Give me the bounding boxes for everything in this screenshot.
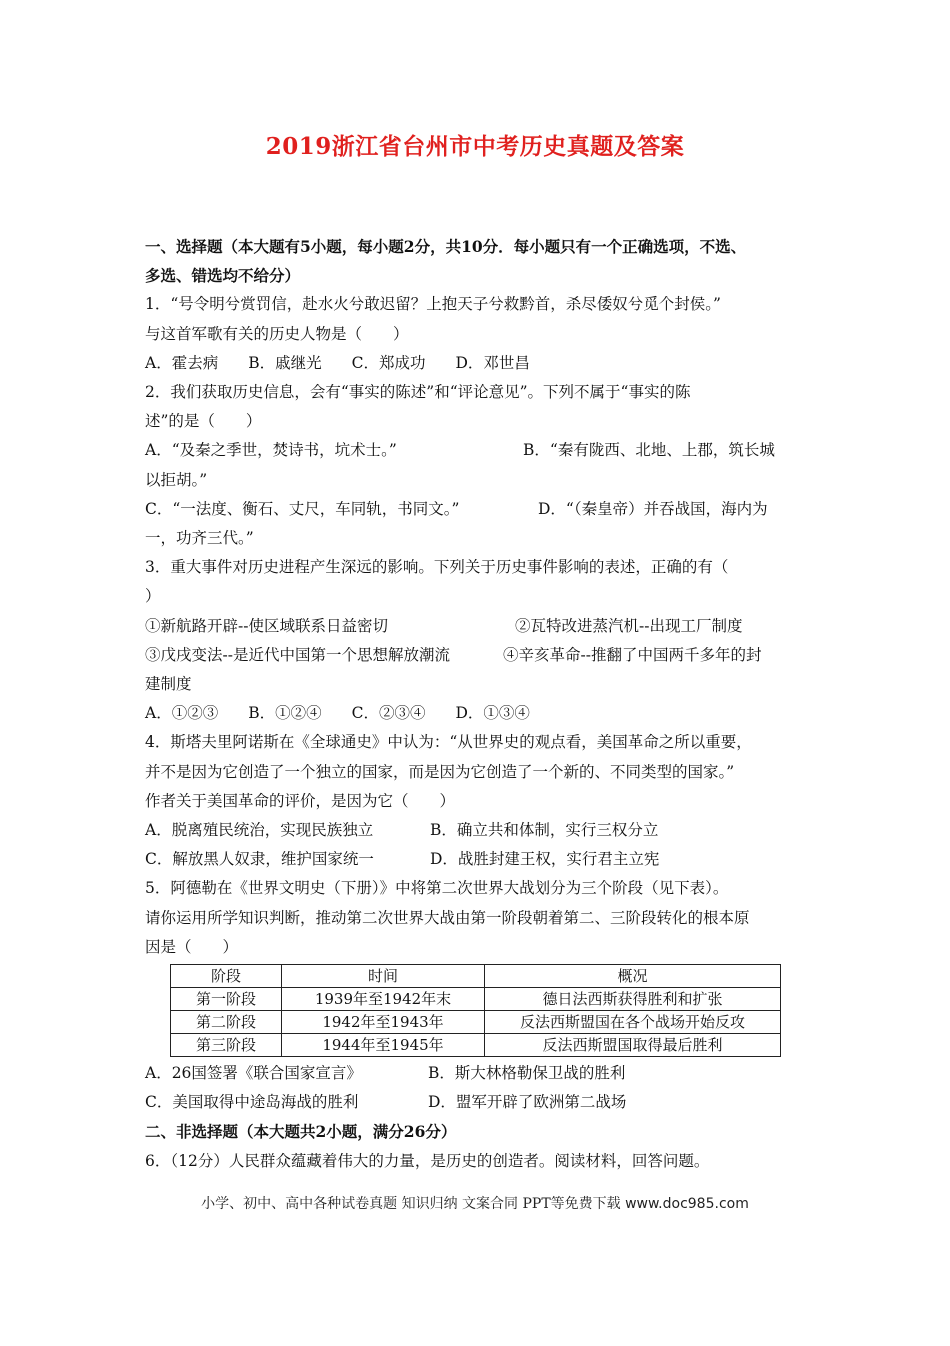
q4-stem-cont2: 作者关于美国革命的评价，是因为它（ ） xyxy=(145,791,456,810)
table-row xyxy=(171,1034,781,1057)
q4-option-c: C．解放黑人奴隶，维护国家统一 xyxy=(145,850,374,869)
q2-stem: 2．我们获取历史信息，会有“事实的陈述”和“评论意见”。下列不属于“事实的陈 xyxy=(145,383,691,402)
q3-option-b: B．①②④ xyxy=(248,704,322,723)
q1-options xyxy=(145,349,825,378)
table-cell: 1939年至1942年末 xyxy=(282,988,485,1011)
q3-option-c: C．②③④ xyxy=(351,704,426,723)
q5-stem: 5．阿德勒在《世界文明史（下册）》中将第二次世界大战划分为三个阶段（见下表）。 xyxy=(145,879,729,898)
table-cell: 反法西斯盟国取得最后胜利 xyxy=(485,1034,781,1057)
section2-heading: 二、非选择题（本大题共2小题，满分26分） xyxy=(145,1122,457,1142)
q4-stem: 4．斯塔夫里阿诺斯在《全球通史》中认为：“从世界史的观点看，美国革命之所以重要， xyxy=(145,733,752,752)
q5-option-a: A．26国签署《联合国家宣言》 xyxy=(145,1064,362,1083)
q3-statement-4-cont: 建制度 xyxy=(145,675,192,694)
q4-option-d: D．战胜封建王权，实行君主立宪 xyxy=(430,850,660,869)
exam-content xyxy=(145,232,825,1176)
q3-statement-1: ①新航路开辟--使区域联系日益密切 xyxy=(145,616,388,635)
section1-heading: 一、选择题（本大题有5小题，每小题2分，共10分．每小题只有一个正确选项，不选、 xyxy=(145,237,747,256)
q4-options-ab xyxy=(145,816,825,845)
q2-option-c: C．“一法度、衡石、丈尺，车同轨，书同文。” xyxy=(145,499,460,518)
table-cell: 1942年至1943年 xyxy=(282,1011,485,1034)
q5-options-ab xyxy=(145,1059,825,1088)
q1-option-d: D．邓世昌 xyxy=(455,353,530,372)
q4-option-b: B．确立共和体制，实行三权分立 xyxy=(430,821,659,840)
q3-statement-4: ④辛亥革命--推翻了中国两千多年的封 xyxy=(503,645,762,664)
q1-stem-cont: 与这首军歌有关的历史人物是（ ） xyxy=(145,324,409,343)
q3-statements-34 xyxy=(145,641,825,670)
q3-statement-3: ③戊戌变法--是近代中国第一个思想解放潮流 xyxy=(145,645,450,664)
q2-option-b-cont: 以拒胡。” xyxy=(145,470,208,489)
table-cell: 第一阶段 xyxy=(171,988,282,1011)
q1-option-a: A．霍去病 xyxy=(145,353,219,372)
q1-stem: 1．“号令明兮赏罚信，赴水火兮敢迟留？上抱天子兮救黔首，杀尽倭奴兮觅个封侯。” xyxy=(145,295,721,314)
table-cell: 德日法西斯获得胜利和扩张 xyxy=(485,988,781,1011)
q2-options-cd xyxy=(145,495,825,524)
ww2-stages-table xyxy=(170,964,781,1057)
q1-option-b: B．戚继光 xyxy=(248,353,322,372)
table-cell: 1944年至1945年 xyxy=(282,1034,485,1057)
table-row xyxy=(171,988,781,1011)
q2-stem-cont: 述”的是（ ） xyxy=(145,412,262,431)
table-header-cell: 概况 xyxy=(485,965,781,988)
q5-option-c: C．美国取得中途岛海战的胜利 xyxy=(145,1093,359,1112)
table-row xyxy=(171,1011,781,1034)
q4-options-cd xyxy=(145,845,825,874)
q4-stem-cont: 并不是因为它创造了一个独立的国家，而是因为它创造了一个新的、不同类型的国家。” xyxy=(145,762,735,781)
section1-heading-cont: 多选、错选均不给分） xyxy=(145,266,301,286)
q1-option-c: C．郑成功 xyxy=(351,353,426,372)
footer-text: 小学、初中、高中各种试卷真题 知识归纳 文案合同 PPT等免费下载 xyxy=(201,1196,621,1212)
q3-statement-2: ②瓦特改进蒸汽机--出现工厂制度 xyxy=(515,616,743,635)
q3-statements-12 xyxy=(145,612,825,641)
footer-url[interactable]: www.doc985.com xyxy=(625,1196,749,1212)
q5-options-cd xyxy=(145,1088,825,1117)
page-title: 2019浙江省台州市中考历史真题及答案 xyxy=(265,133,685,160)
table-cell: 第二阶段 xyxy=(171,1011,282,1034)
q2-option-d-cont: 一，功齐三代。” xyxy=(145,529,254,548)
q6-stem: 6．（12分）人民群众蕴藏着伟大的力量，是历史的创造者。阅读材料，回答问题。 xyxy=(145,1151,710,1170)
table-header-cell: 阶段 xyxy=(171,965,282,988)
q4-option-a: A．脱离殖民统治，实现民族独立 xyxy=(145,821,374,840)
q5-option-d: D．盟军开辟了欧洲第二战场 xyxy=(428,1093,627,1112)
q2-option-d: D．“（秦皇帝）并吞战国，海内为 xyxy=(538,499,768,518)
q3-options xyxy=(145,699,825,728)
q5-stem-cont2: 因是（ ） xyxy=(145,937,239,956)
q5-option-b: B．斯大林格勒保卫战的胜利 xyxy=(428,1064,626,1083)
table-cell: 反法西斯盟国在各个战场开始反攻 xyxy=(485,1011,781,1034)
q2-options-ab xyxy=(145,436,825,465)
page-footer xyxy=(0,1193,950,1213)
q5-stem-cont: 请你运用所学知识判断，推动第二次世界大战由第一阶段朝着第二、三阶段转化的根本原 xyxy=(145,908,750,927)
table-cell: 第三阶段 xyxy=(171,1034,282,1057)
q2-option-b: B．“秦有陇西、北地、上郡，筑长城 xyxy=(523,441,775,460)
q3-option-a: A．①②③ xyxy=(145,704,219,723)
table-header-cell: 时间 xyxy=(282,965,485,988)
q3-option-d: D．①③④ xyxy=(455,704,530,723)
table-header-row xyxy=(171,965,781,988)
q3-stem-cont: ） xyxy=(145,587,161,606)
q2-option-a: A．“及秦之季世，焚诗书，坑术士。” xyxy=(145,441,397,460)
q3-stem: 3．重大事件对历史进程产生深远的影响。下列关于历史事件影响的表述，正确的有（ xyxy=(145,558,729,577)
